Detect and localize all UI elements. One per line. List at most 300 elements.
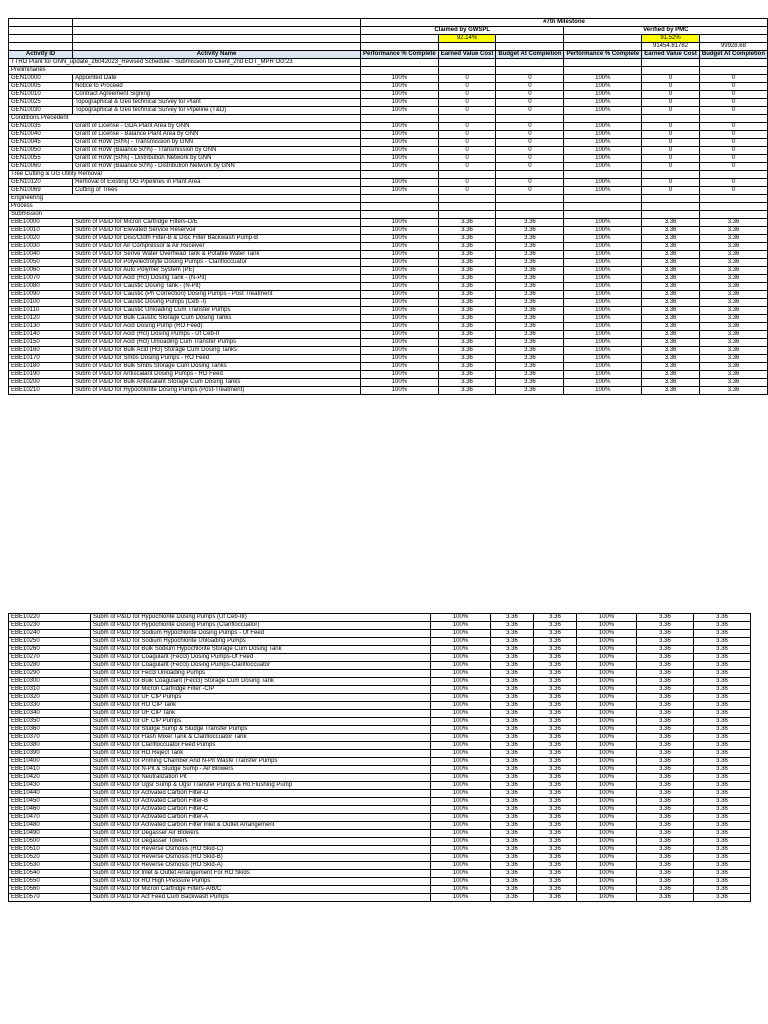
verified-perf-cell: 100% (577, 782, 637, 790)
verified-perf-cell: 100% (577, 798, 637, 806)
claimed-ev-cell: 3.36 (491, 886, 534, 894)
table-row (9, 227, 768, 235)
verified-bac-cell: 3.36 (694, 702, 751, 710)
claimed-bac-cell: 0 (496, 179, 564, 187)
activity-name-cell: Subm of P&ID for Bulk Antiscalant Storage Cum Dosing Tanks (73, 379, 361, 387)
claimed-ev-cell: 3.36 (438, 339, 496, 347)
column-header-row (9, 51, 768, 59)
activity-name-cell: Subm of P&ID for Acid (Hcl) Dosing Pumps - Uf Ceb-II (73, 331, 361, 339)
verified-perf-cell: 100% (577, 622, 637, 630)
verified-ev-cell: 3.36 (642, 379, 700, 387)
claimed-perf-cell: 100% (360, 355, 438, 363)
claimed-ev-cell: 3.36 (491, 734, 534, 742)
activity-name-cell: Subm of P&ID for Reverse Osmosis (RO Skid-B) (91, 854, 431, 862)
verified-perf-cell: 100% (577, 630, 637, 638)
table-row (9, 291, 768, 299)
table-row (9, 163, 768, 171)
milestone-label: #7th Milestone (360, 19, 767, 27)
claimed-perf-cell: 100% (360, 187, 438, 195)
claimed-ev-cell: 3.36 (438, 355, 496, 363)
activity-name-cell: Subm of P&ID for Hypochlorite Dosing Pumps (Uf Ceb-III) (91, 614, 431, 622)
verified-bac-cell: 3.36 (694, 614, 751, 622)
claimed-bac-cell: 3.36 (496, 243, 564, 251)
col-activity-id: Activity ID (9, 51, 73, 59)
claimed-bac-cell: 3.36 (534, 886, 577, 894)
claimed-ev-cell: 3.36 (491, 894, 534, 902)
verified-bac-cell: 3.36 (694, 670, 751, 678)
activity-id-cell: GEN10050 (9, 147, 73, 155)
verified-ev-cell: 3.36 (637, 822, 694, 830)
claimed-perf-cell: 100% (431, 662, 491, 670)
claimed-ev-cell: 3.36 (438, 299, 496, 307)
activity-id-cell: EBE10030 (9, 243, 73, 251)
verified-bac-cell: 3.36 (694, 878, 751, 886)
table-row (9, 187, 768, 195)
verified-bac-cell: 0 (699, 83, 767, 91)
claimed-perf-cell: 100% (431, 718, 491, 726)
verified-perf-cell: 100% (577, 614, 637, 622)
claimed-ev-cell: 3.36 (491, 830, 534, 838)
verified-bac-cell: 3.36 (699, 283, 767, 291)
table-row (9, 267, 768, 275)
activity-id-cell: EBE10190 (9, 371, 73, 379)
claimed-bac-cell: 3.36 (496, 227, 564, 235)
claimed-bac-cell: 3.36 (534, 742, 577, 750)
verified-bac-cell: 3.36 (699, 243, 767, 251)
table-row (9, 718, 751, 726)
verified-by-label: Verified by PMC (564, 27, 768, 35)
claimed-perf-cell: 100% (431, 758, 491, 766)
verified-bac-cell: 3.36 (699, 331, 767, 339)
activity-id-cell: GEN10055 (9, 155, 73, 163)
claimed-bac-cell: 3.36 (496, 379, 564, 387)
section-label: Submission (9, 211, 361, 219)
verified-bac-cell: 3.36 (694, 766, 751, 774)
claimed-ev-cell: 0 (438, 75, 496, 83)
claimed-perf-cell: 100% (431, 702, 491, 710)
activity-id-cell: EBE10050 (9, 259, 73, 267)
verified-bac-cell: 0 (699, 139, 767, 147)
activity-name-cell: Subm of P&ID for Activated Carbon Filter-C (91, 806, 431, 814)
verified-bac-cell: 3.36 (699, 259, 767, 267)
claimed-perf-cell: 100% (360, 331, 438, 339)
claimed-perf-cell: 100% (360, 131, 438, 139)
verified-bac-cell: 3.36 (694, 846, 751, 854)
activity-name-cell: Subm of P&ID for Polyelectrolyte Dosing Pumps - Clarifloccuator (73, 259, 361, 267)
table-row (9, 339, 768, 347)
verified-bac-cell: 3.36 (694, 814, 751, 822)
activity-name-cell: Grant of RoW (50%) - Distribution Network by GNN (73, 155, 361, 163)
activity-name-cell: Subm of P&ID for Acf Feed Cum Backwash Pumps (91, 894, 431, 902)
verified-perf-cell: 100% (564, 179, 642, 187)
verified-ev-cell: 3.36 (642, 267, 700, 275)
verified-ev-cell: 3.36 (642, 355, 700, 363)
activity-id-cell: EBE10210 (9, 387, 73, 395)
claimed-ev-cell: 3.36 (438, 243, 496, 251)
milestone-table-page-2 (8, 613, 751, 902)
activity-id-cell: EBE10060 (9, 267, 73, 275)
verified-perf-cell: 100% (564, 99, 642, 107)
verified-ev-cell: 3.36 (642, 307, 700, 315)
verified-bac-cell: 3.36 (694, 894, 751, 902)
activity-id-cell: EBE10350 (9, 718, 91, 726)
verified-bac-cell: 3.36 (694, 790, 751, 798)
activity-id-cell: EBE10120 (9, 315, 73, 323)
table-row (9, 798, 751, 806)
verified-ev-cell: 3.36 (637, 814, 694, 822)
claimed-ev-cell: 3.36 (491, 614, 534, 622)
header-row-totals (9, 43, 768, 51)
activity-name-cell: Subm of P&ID for Caustic Dosing Tank - (N-Pit) (73, 283, 361, 291)
verified-perf-cell: 100% (577, 734, 637, 742)
verified-perf-cell: 100% (577, 862, 637, 870)
verified-perf-cell: 100% (564, 83, 642, 91)
claimed-bac-cell: 3.36 (534, 726, 577, 734)
verified-bac-cell: 0 (699, 91, 767, 99)
verified-bac-cell: 3.36 (694, 758, 751, 766)
verified-bac-cell: 0 (699, 155, 767, 163)
claimed-ev-cell: 0 (438, 139, 496, 147)
verified-ev-cell: 3.36 (642, 331, 700, 339)
claimed-perf-cell: 100% (431, 630, 491, 638)
claimed-perf-cell: 100% (360, 219, 438, 227)
claimed-ev-cell: 3.36 (438, 291, 496, 299)
verified-percent: 91.52% (642, 35, 700, 43)
claimed-bac-cell: 3.36 (534, 878, 577, 886)
activity-name-cell: Subm of P&ID for Smbs Dosing Pumps - RO Feed (73, 355, 361, 363)
verified-perf-cell: 100% (577, 718, 637, 726)
verified-bac-cell: 0 (699, 131, 767, 139)
claimed-perf-cell: 100% (431, 694, 491, 702)
table-row (9, 387, 768, 395)
activity-name-cell: Appointed Date (73, 75, 361, 83)
verified-bac-total: 99928.68 (699, 43, 767, 51)
claimed-perf-cell: 100% (431, 830, 491, 838)
activity-name-cell: Contract Agreement Signing (73, 91, 361, 99)
claimed-perf-cell: 100% (360, 139, 438, 147)
activity-name-cell: Subm of P&ID for Disc/Cloth Filter-B & Disc Filter Backwash Pump-B (73, 235, 361, 243)
claimed-bac-cell: 3.36 (496, 259, 564, 267)
verified-ev-total: 91454.81782 (642, 43, 700, 51)
claimed-bac-cell: 0 (496, 91, 564, 99)
activity-id-cell: EBE10420 (9, 774, 91, 782)
table-row (9, 75, 768, 83)
activity-id-cell: EBE10230 (9, 622, 91, 630)
verified-bac-cell: 3.36 (699, 363, 767, 371)
verified-bac-cell: 3.36 (694, 654, 751, 662)
claimed-ev-cell: 3.36 (438, 259, 496, 267)
activity-name-cell: Subm of P&ID for Elevated Service Reservoir (73, 227, 361, 235)
verified-ev-cell: 3.36 (642, 275, 700, 283)
col-ev-verified: Earned Value Cost (642, 51, 700, 59)
section-row (9, 115, 768, 123)
table-row (9, 862, 751, 870)
claimed-bac-cell: 3.36 (496, 307, 564, 315)
claimed-bac-cell: 0 (496, 155, 564, 163)
activity-id-cell: EBE10240 (9, 630, 91, 638)
table-row (9, 331, 768, 339)
activity-name-cell: Subm of P&ID for Acid (Hcl) Dosing Tank - (N-Pit) (73, 275, 361, 283)
claimed-perf-cell: 100% (431, 750, 491, 758)
claimed-ev-cell: 3.36 (491, 670, 534, 678)
section-label: Tree Cutting & UG Utility Removal (9, 171, 361, 179)
verified-ev-cell: 0 (642, 179, 700, 187)
verified-bac-cell: 3.36 (694, 630, 751, 638)
verified-bac-cell: 3.36 (694, 718, 751, 726)
verified-bac-cell: 3.36 (699, 291, 767, 299)
claimed-ev-cell: 0 (438, 147, 496, 155)
verified-perf-cell: 100% (564, 315, 642, 323)
verified-bac-cell: 3.36 (694, 822, 751, 830)
verified-bac-cell: 3.36 (694, 742, 751, 750)
claimed-perf-cell: 100% (431, 686, 491, 694)
claimed-perf-cell: 100% (431, 854, 491, 862)
verified-bac-cell: 0 (699, 107, 767, 115)
activity-id-cell: EBE10570 (9, 894, 91, 902)
verified-bac-cell: 0 (699, 75, 767, 83)
activity-name-cell: Subm of P&ID for UF CIP Pumps (91, 718, 431, 726)
claimed-ev-cell: 3.36 (491, 806, 534, 814)
activity-name-cell: Subm of P&ID for Caustic Unloading Cum Transfer Pumps (73, 307, 361, 315)
claimed-bac-cell: 0 (496, 139, 564, 147)
claimed-perf-cell: 100% (360, 363, 438, 371)
verified-bac-cell: 0 (699, 123, 767, 131)
activity-name-cell: Subm of P&ID for Caustic Dosing Pumps (Ceb -I) (73, 299, 361, 307)
activity-id-cell: EBE10140 (9, 331, 73, 339)
activity-name-cell: Subm of P&ID for Flash Mixer Tank & Clarifloccuator Tank (91, 734, 431, 742)
claimed-ev-cell: 3.36 (491, 774, 534, 782)
activity-id-cell: EBE10310 (9, 686, 91, 694)
claimed-bac-cell: 3.36 (534, 614, 577, 622)
activity-name-cell: Subm of P&ID for Bulk Caustic Storage Cum Dosing Tanks (73, 315, 361, 323)
claimed-ev-cell: 3.36 (491, 686, 534, 694)
activity-name-cell: Subm of P&ID for Reverse Osmosis (RO Skid-C) (91, 846, 431, 854)
claimed-perf-cell: 100% (431, 846, 491, 854)
activity-name-cell: Subm of P&ID for Sludge Sump & Sludge Transfer Pumps (91, 726, 431, 734)
claimed-bac-cell: 0 (496, 147, 564, 155)
claimed-ev-cell: 3.36 (438, 363, 496, 371)
table-row (9, 742, 751, 750)
verified-perf-cell: 100% (564, 267, 642, 275)
verified-bac-cell: 3.36 (694, 854, 751, 862)
claimed-ev-cell: 3.36 (438, 283, 496, 291)
activity-name-cell: Subm of P&ID for Hypochlorite Dosing Pumps (Post-Treatment) (73, 387, 361, 395)
claimed-perf-cell: 100% (431, 798, 491, 806)
milestone-table-page-1 (8, 18, 768, 395)
verified-bac-cell: 3.36 (699, 267, 767, 275)
claimed-perf-cell: 100% (431, 622, 491, 630)
table-row (9, 107, 768, 115)
activity-name-cell: Subm of P&ID for Inlet & Outlet Arrangement For RO Skids (91, 870, 431, 878)
claimed-ev-cell: 3.36 (491, 630, 534, 638)
verified-bac-cell: 3.36 (694, 686, 751, 694)
verified-ev-cell: 3.36 (637, 838, 694, 846)
table-row (9, 702, 751, 710)
verified-perf-cell: 100% (564, 235, 642, 243)
table-row (9, 766, 751, 774)
claimed-bac-cell: 3.36 (534, 870, 577, 878)
claimed-perf-cell: 100% (431, 838, 491, 846)
table-row (9, 822, 751, 830)
table-row (9, 235, 768, 243)
claimed-bac-cell: 3.36 (496, 275, 564, 283)
claimed-ev-cell: 3.36 (491, 870, 534, 878)
table-row (9, 99, 768, 107)
activity-id-cell: GEN10010 (9, 91, 73, 99)
activity-id-cell: EBE10480 (9, 822, 91, 830)
col-activity-name: Activity Name (73, 51, 361, 59)
table-row (9, 299, 768, 307)
activity-name-cell: Subm of P&ID for Bulk Coagulant (Fecl3) Storage Cum Dosing Tank (91, 678, 431, 686)
claimed-bac-cell: 3.36 (496, 315, 564, 323)
claimed-ev-cell: 3.36 (491, 750, 534, 758)
table-row (9, 878, 751, 886)
table-row (9, 854, 751, 862)
activity-name-cell: Grant of License - GDA Plant Area by GNN (73, 123, 361, 131)
claimed-perf-cell: 100% (360, 123, 438, 131)
activity-id-cell: EBE10200 (9, 379, 73, 387)
activity-id-cell: EBE10520 (9, 854, 91, 862)
table-row (9, 830, 751, 838)
verified-bac-cell: 3.36 (699, 219, 767, 227)
verified-ev-cell: 3.36 (637, 886, 694, 894)
activity-id-cell: EBE10070 (9, 275, 73, 283)
activity-id-cell: EBE10000 (9, 219, 73, 227)
claimed-perf-cell: 100% (360, 243, 438, 251)
claimed-bac-cell: 3.36 (534, 654, 577, 662)
table-row (9, 139, 768, 147)
table-row (9, 790, 751, 798)
claimed-bac-cell: 3.36 (534, 894, 577, 902)
verified-ev-cell: 3.36 (642, 227, 700, 235)
verified-bac-cell: 3.36 (694, 678, 751, 686)
table-row (9, 91, 768, 99)
activity-id-cell: GEN10040 (9, 131, 73, 139)
verified-ev-cell: 3.36 (637, 750, 694, 758)
verified-bac-cell: 3.36 (694, 734, 751, 742)
verified-perf-cell: 100% (564, 363, 642, 371)
verified-ev-cell: 3.36 (637, 742, 694, 750)
activity-id-cell: GEN10030 (9, 107, 73, 115)
claimed-perf-cell: 100% (360, 259, 438, 267)
verified-ev-cell: 3.36 (642, 235, 700, 243)
verified-ev-cell: 3.36 (642, 347, 700, 355)
activity-id-cell: EBE10160 (9, 347, 73, 355)
verified-ev-cell: 3.36 (637, 678, 694, 686)
col-bac-verified: Budget At Completion (699, 51, 767, 59)
claimed-bac-cell: 0 (496, 99, 564, 107)
claimed-perf-cell: 100% (360, 379, 438, 387)
activity-id-cell: EBE10450 (9, 798, 91, 806)
verified-perf-cell: 100% (577, 678, 637, 686)
claimed-ev-cell: 0 (438, 187, 496, 195)
claimed-bac-cell: 3.36 (534, 774, 577, 782)
activity-name-cell: Subm of P&ID for Air Compressor & Air Receiver (73, 243, 361, 251)
activity-id-cell: EBE10510 (9, 846, 91, 854)
verified-perf-cell: 100% (564, 163, 642, 171)
claimed-ev-cell: 3.36 (491, 758, 534, 766)
table-row (9, 307, 768, 315)
claimed-ev-cell: 3.36 (438, 323, 496, 331)
claimed-bac-cell: 3.36 (534, 806, 577, 814)
claimed-bac-cell: 3.36 (496, 323, 564, 331)
table-row (9, 251, 768, 259)
activity-name-cell: Grant of RoW (50%) - Transmission by GNN (73, 139, 361, 147)
verified-perf-cell: 100% (577, 670, 637, 678)
verified-bac-cell: 0 (699, 187, 767, 195)
claimed-ev-cell: 3.36 (491, 646, 534, 654)
claimed-bac-cell: 3.36 (496, 267, 564, 275)
claimed-bac-cell: 3.36 (496, 355, 564, 363)
claimed-bac-cell: 3.36 (534, 766, 577, 774)
claimed-ev-cell: 3.36 (438, 331, 496, 339)
verified-bac-cell: 3.36 (699, 315, 767, 323)
verified-perf-cell: 100% (564, 187, 642, 195)
activity-id-cell: EBE10540 (9, 870, 91, 878)
activity-id-cell: EBE10550 (9, 878, 91, 886)
claimed-ev-cell: 3.36 (491, 782, 534, 790)
activity-name-cell: Cutting of Trees (73, 187, 361, 195)
claimed-ev-cell: 3.36 (491, 638, 534, 646)
verified-perf-cell: 100% (564, 75, 642, 83)
claimed-bac-cell: 3.36 (534, 814, 577, 822)
claimed-perf-cell: 100% (360, 323, 438, 331)
activity-name-cell: Subm of P&ID for Sodium Hypochlorite Unloading Pumps (91, 638, 431, 646)
verified-ev-cell: 3.36 (642, 291, 700, 299)
verified-ev-cell: 0 (642, 187, 700, 195)
verified-perf-cell: 100% (564, 307, 642, 315)
claimed-bac-cell: 3.36 (496, 339, 564, 347)
claimed-ev-cell: 0 (438, 155, 496, 163)
verified-ev-cell: 3.36 (637, 654, 694, 662)
verified-ev-cell: 3.36 (642, 251, 700, 259)
verified-ev-cell: 3.36 (637, 878, 694, 886)
verified-ev-cell: 3.36 (637, 862, 694, 870)
verified-perf-cell: 100% (577, 758, 637, 766)
verified-bac-cell: 3.36 (699, 227, 767, 235)
table-row (9, 846, 751, 854)
activity-name-cell: Subm of P&ID for Activated Carbon Filter-A (91, 814, 431, 822)
verified-perf-cell: 100% (564, 379, 642, 387)
claimed-ev-cell: 3.36 (491, 742, 534, 750)
activity-name-cell: Subm of P&ID for Activated Carbon Filter-B (91, 798, 431, 806)
claimed-perf-cell: 100% (360, 99, 438, 107)
verified-bac-cell: 3.36 (694, 750, 751, 758)
verified-perf-cell: 100% (577, 870, 637, 878)
claimed-ev-cell: 3.36 (438, 227, 496, 235)
verified-perf-cell: 100% (564, 275, 642, 283)
col-perf-claimed: Performance % Complete (360, 51, 438, 59)
table-row (9, 179, 768, 187)
verified-perf-cell: 100% (577, 886, 637, 894)
verified-bac-cell: 3.36 (699, 379, 767, 387)
verified-ev-cell: 3.36 (637, 638, 694, 646)
claimed-bac-cell: 3.36 (496, 291, 564, 299)
claimed-ev-cell: 0 (438, 91, 496, 99)
claimed-perf-cell: 100% (360, 275, 438, 283)
verified-perf-cell: 100% (577, 814, 637, 822)
claimed-ev-cell: 3.36 (491, 702, 534, 710)
table-row (9, 686, 751, 694)
project-title: TTRO Plant for GNN_update_26042023_Revised Schedule - Submission to Client_2nd EOT_MPR Oct'23 (9, 59, 361, 67)
claimed-bac-cell: 0 (496, 83, 564, 91)
claimed-bac-cell: 0 (496, 107, 564, 115)
activity-name-cell: Subm of P&ID for Coagulant (Fecl3) Dosing Pumps-Clarifloccuator (91, 662, 431, 670)
verified-bac-cell: 3.36 (699, 299, 767, 307)
claimed-perf-cell: 100% (360, 339, 438, 347)
activity-name-cell: Removal of Existing UG Pipelines in Plant Area (73, 179, 361, 187)
claimed-bac-cell: 3.36 (534, 734, 577, 742)
